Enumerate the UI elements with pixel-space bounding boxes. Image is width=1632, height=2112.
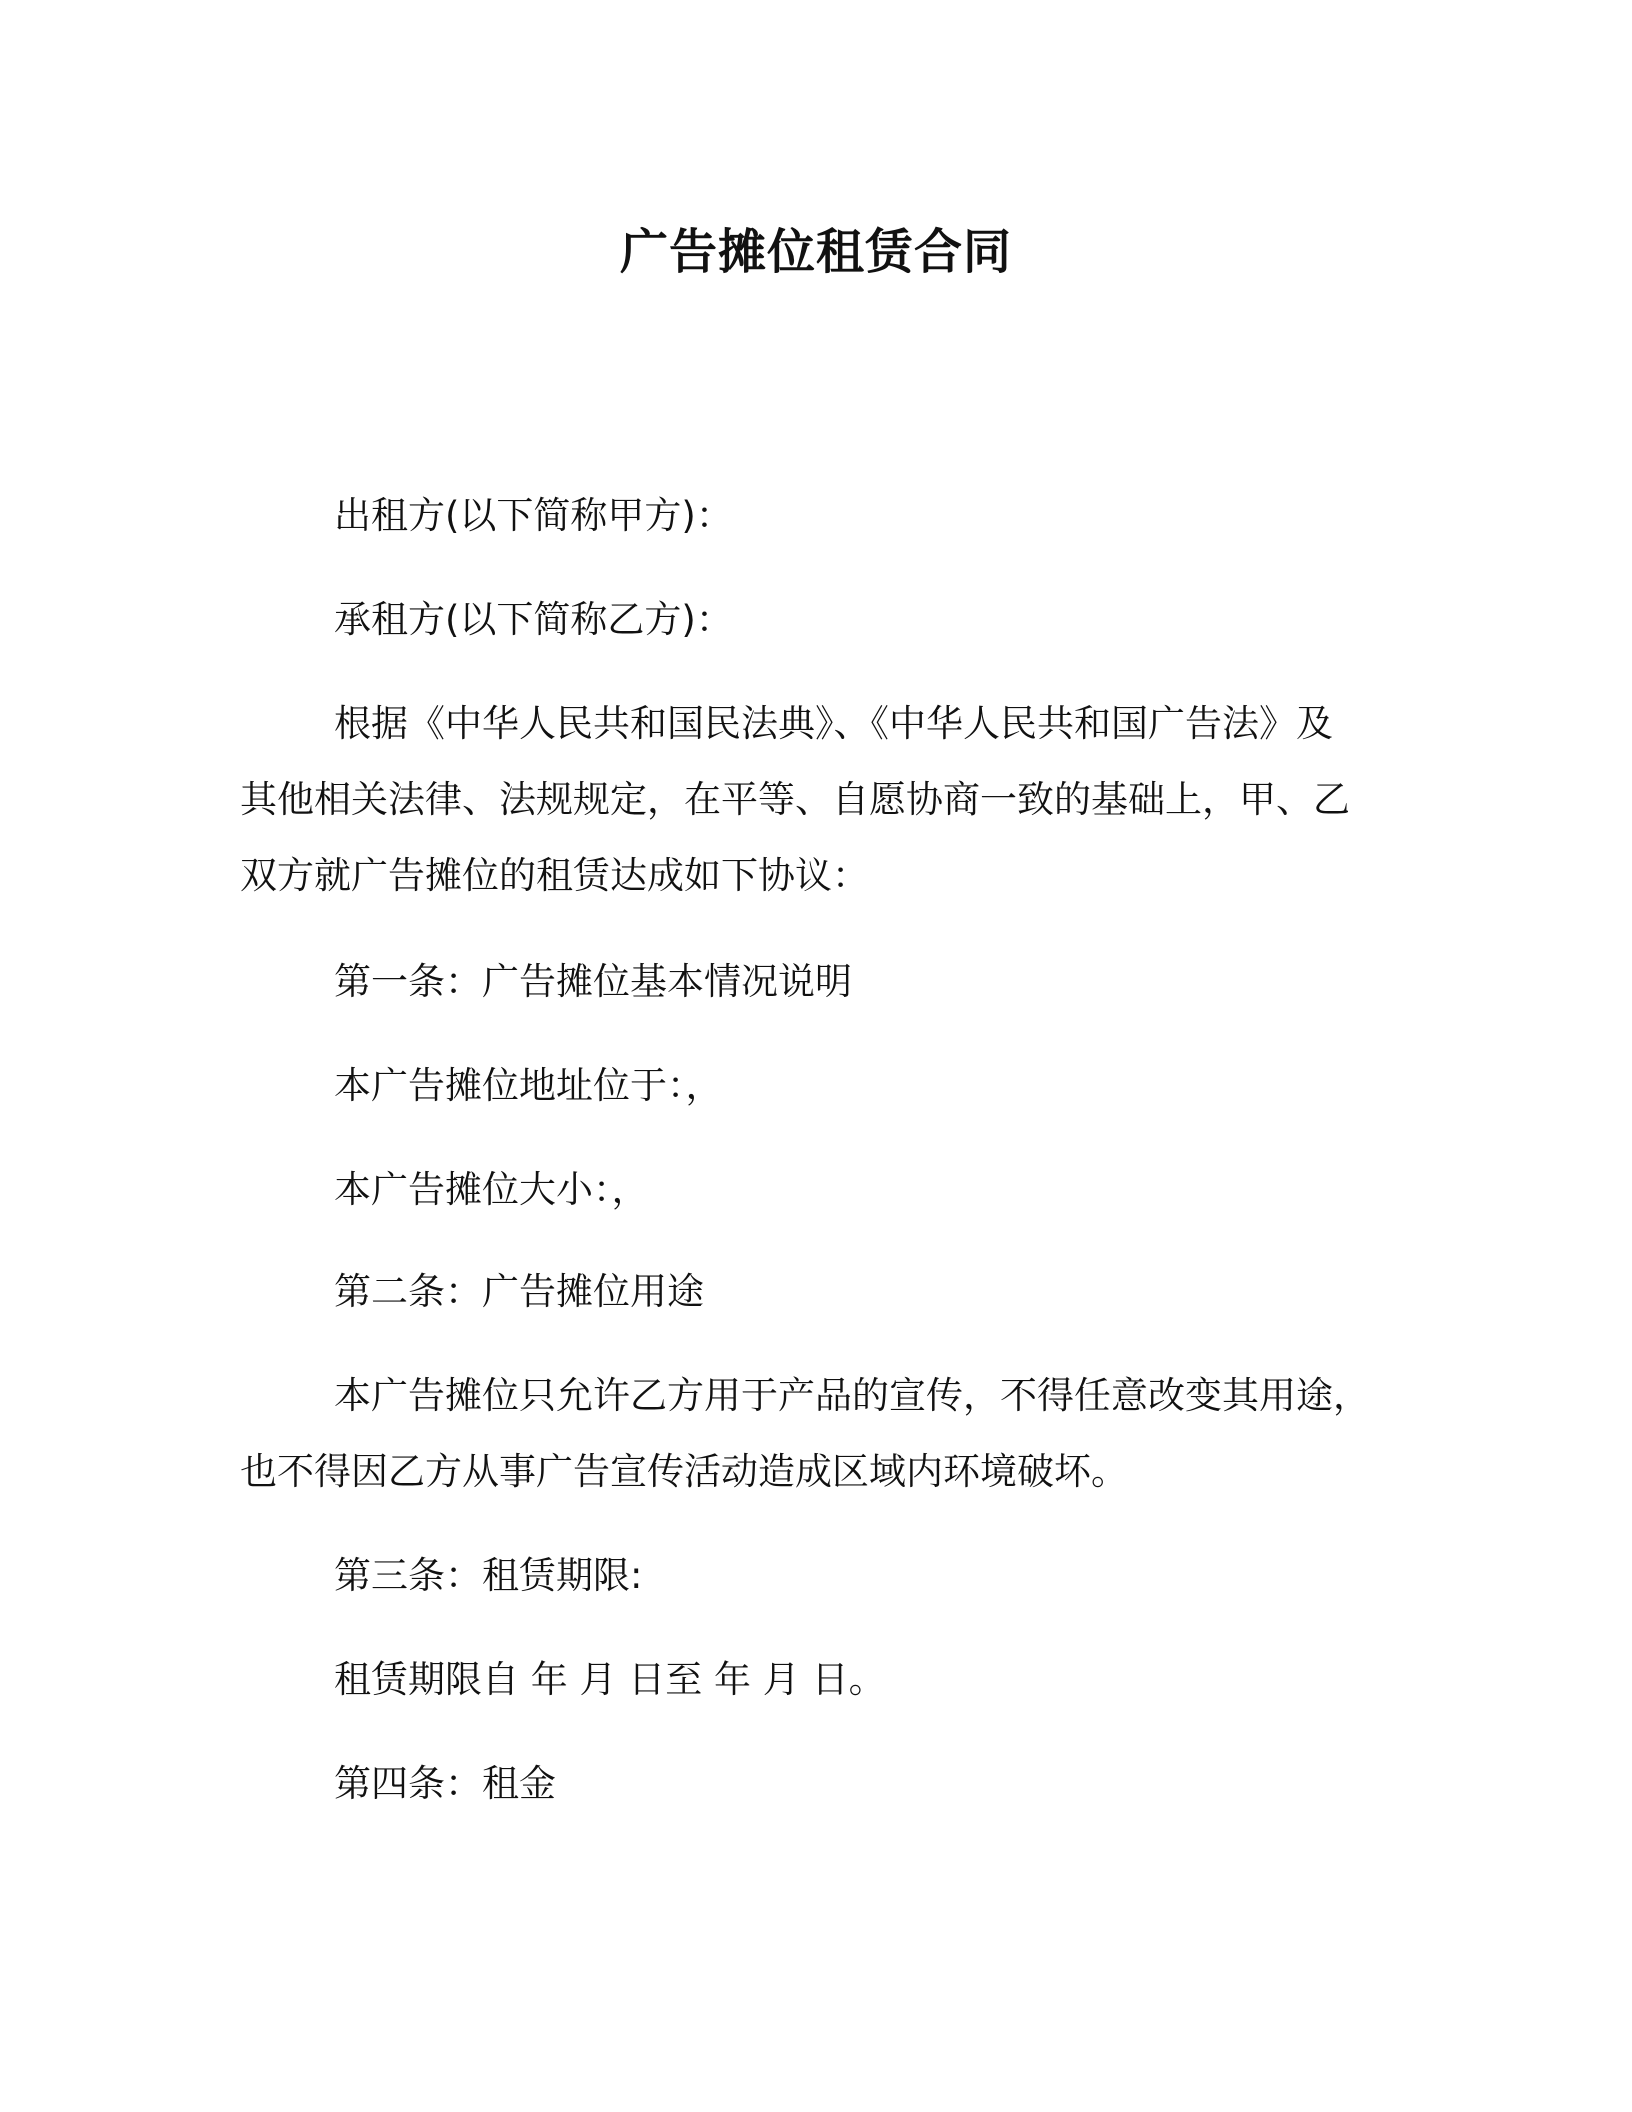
- article2-body-line-1: 本广告摊位只允许乙方用于产品的宣传，不得任意改变其用途，: [334, 1374, 1370, 1417]
- article1-size: 本广告摊位大小：，: [334, 1168, 649, 1211]
- preamble-line-3: 双方就广告摊位的租赁达成如下协议：: [240, 854, 869, 897]
- article1-address: 本广告摊位地址位于：，: [334, 1064, 723, 1107]
- lessor-line: 出租方(以下简称甲方)：: [334, 494, 733, 537]
- preamble-line-1: 根据《中华人民共和国民法典》、《中华人民共和国广告法》及: [334, 702, 1333, 745]
- article1-heading: 第一条：广告摊位基本情况说明: [334, 960, 852, 1003]
- document-title: 广告摊位租赁合同: [619, 224, 1012, 280]
- preamble-line-2: 其他相关法律、法规规定，在平等、自愿协商一致的基础上，甲、乙: [240, 778, 1350, 821]
- article3-heading: 第三条：租赁期限:: [334, 1554, 643, 1597]
- lessee-line: 承租方(以下简称乙方)：: [334, 598, 733, 641]
- article2-body-line-2: 也不得因乙方从事广告宣传活动造成区域内环境破坏。: [240, 1450, 1128, 1493]
- article2-heading: 第二条：广告摊位用途: [334, 1270, 704, 1313]
- article3-body: 租赁期限自 年 月 日至 年 月 日。: [334, 1658, 886, 1701]
- article4-heading: 第四条：租金: [334, 1762, 556, 1805]
